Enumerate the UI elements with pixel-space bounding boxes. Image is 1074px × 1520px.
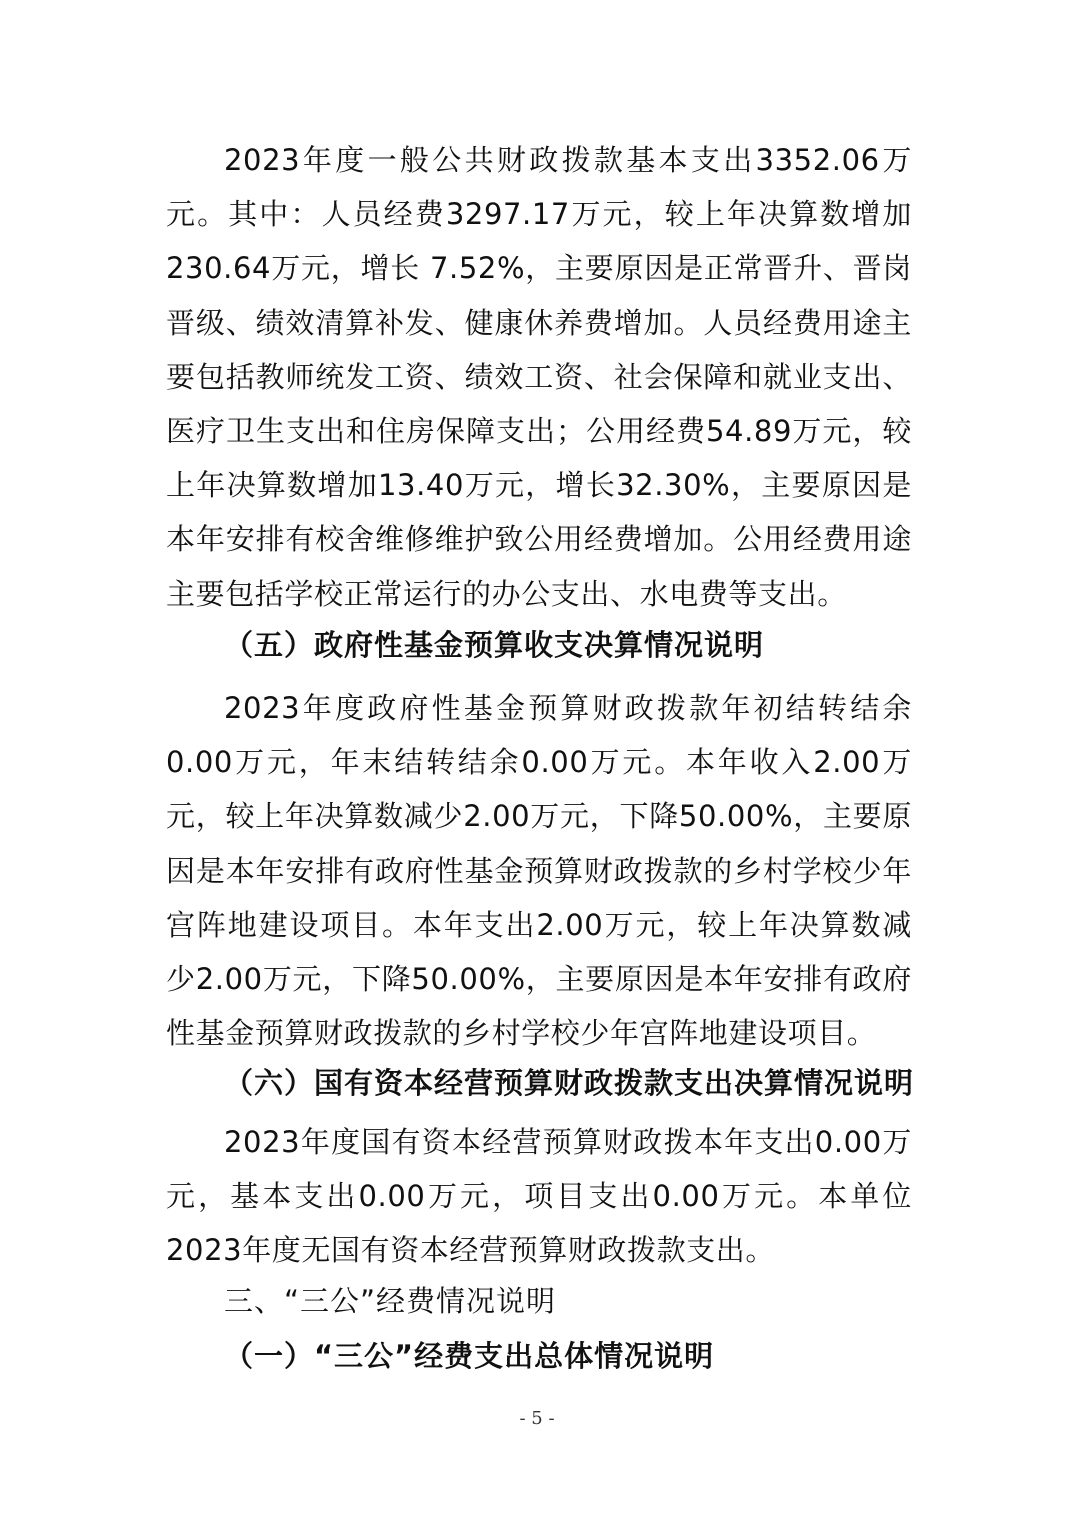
paragraph-state-capital-budget: 2023年度国有资本经营预算财政拨本年支出0.00万元，基本支出0.00万元，项目支出0.00万元。本单位2023年度无国有资本经营预算财政拨款支出。 [166, 1125, 912, 1268]
section-heading-three-public-overall: （一）“三公”经费支出总体情况说明 [224, 1339, 715, 1373]
chapter-heading-three-public-expenses: 三、“三公”经费情况说明 [224, 1284, 557, 1318]
paragraph-government-fund-budget: 2023年度政府性基金预算财政拨款年初结转结余0.00万元，年末结转结余0.00万元。本年收入2.00万元，较上年决算数减少2.00万元，下降50.00%，主要原因是本年安排有政府性基金预算财政拨款的乡村学校少年宫阵地建设项目。本年支出2.00万元，较上年决算数减少2.00万元，下降50.00%，主要原因是本年安排有政府性基金预算财政拨款的乡村学校少年宫阵地建设项目。 [166, 691, 912, 1051]
paragraph-general-public-budget-basic-expenditure: 2023年度一般公共财政拨款基本支出3352.06万元。其中：人员经费3297.17万元，较上年决算数增加230.64万元，增长 7.52%，主要原因是正常晋升、晋岗晋级、绩效清算补发、健康休养费增加。人员经费用途主要包括教师统发工资、绩效工资、社会保障和就业支出、医疗卫生支出和住房保障支出；公用经费54.89万元，较上年决算数增加13.40万元，增长32.30%，主要原因是本年安排有校舍维修维护致公用经费增加。公用经费用途主要包括学校正常运行的办公支出、水电费等支出。 [166, 143, 912, 611]
section-heading-state-capital: （六）国有资本经营预算财政拨款支出决算情况说明 [224, 1066, 915, 1100]
section-heading-government-fund: （五）政府性基金预算收支决算情况说明 [224, 628, 765, 662]
page-number: - 5 - [519, 1408, 555, 1429]
